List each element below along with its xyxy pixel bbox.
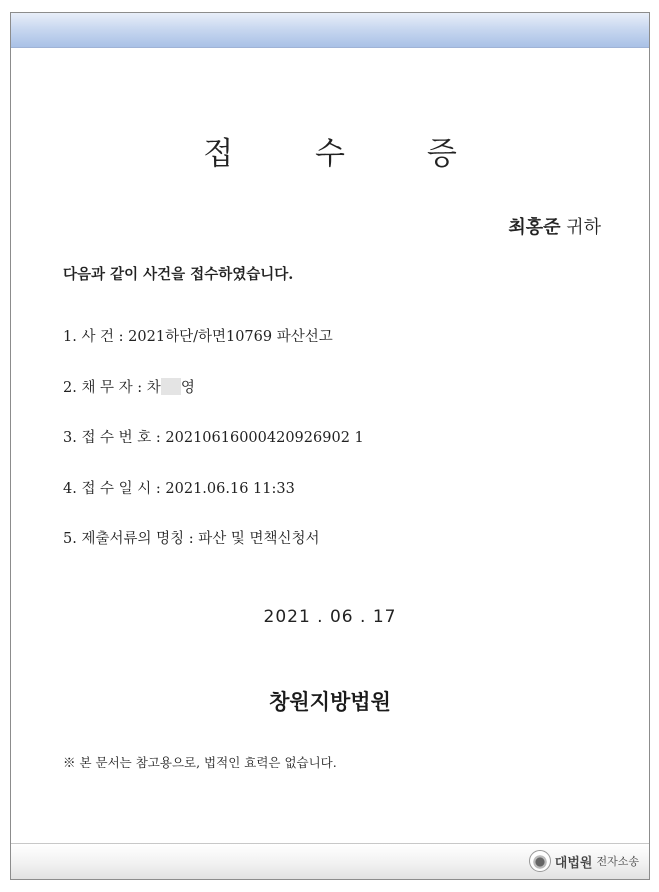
footer-logo (529, 850, 639, 872)
document-title: 접 수 증 (203, 136, 493, 172)
item-value: 20210616000420926902 1 (165, 430, 364, 446)
list-item (63, 527, 623, 578)
item-label: 1. 사 건 : (63, 329, 129, 345)
item-value-suffix: 영 (180, 379, 195, 396)
item-value: 2021.06.16 11:33 (165, 480, 295, 497)
list-item (63, 477, 623, 528)
court-emblem-icon (529, 850, 551, 872)
list-item (63, 376, 623, 427)
list-item (63, 325, 623, 376)
item-list (63, 325, 623, 578)
item-label: 3. 접 수 번 호 : (63, 430, 166, 446)
bottom-bar (11, 843, 649, 879)
logo-sub-text: 전자소송 (596, 855, 639, 868)
top-bar (11, 13, 649, 48)
intro-text: 다음과 같이 사건을 접수하였습니다. (63, 266, 294, 283)
redaction-box (161, 378, 181, 395)
item-label: 5. 제출서류의 명칭 : (63, 531, 199, 547)
item-label: 2. 채 무 자 : (63, 379, 147, 396)
item-value: 2021하단/하면10769 파산선고 (128, 329, 333, 345)
issue-date: 2021 . 06 . 17 (263, 607, 397, 627)
recipient (508, 213, 601, 239)
list-item (63, 426, 623, 477)
logo-main-text: 대법원 (554, 855, 593, 871)
recipient-suffix: 귀하 (566, 217, 601, 238)
item-value: 파산 및 면책신청서 (198, 531, 320, 547)
court-name: 창원지방법원 (269, 689, 391, 714)
item-value-prefix: 차 (146, 379, 161, 396)
recipient-name: 최홍준 (508, 217, 561, 238)
item-label: 4. 접 수 일 시 : (63, 480, 166, 497)
disclaimer-note: ※ 본 문서는 참고용으로, 법적인 효력은 없습니다. (63, 755, 337, 770)
document-frame (10, 12, 650, 880)
